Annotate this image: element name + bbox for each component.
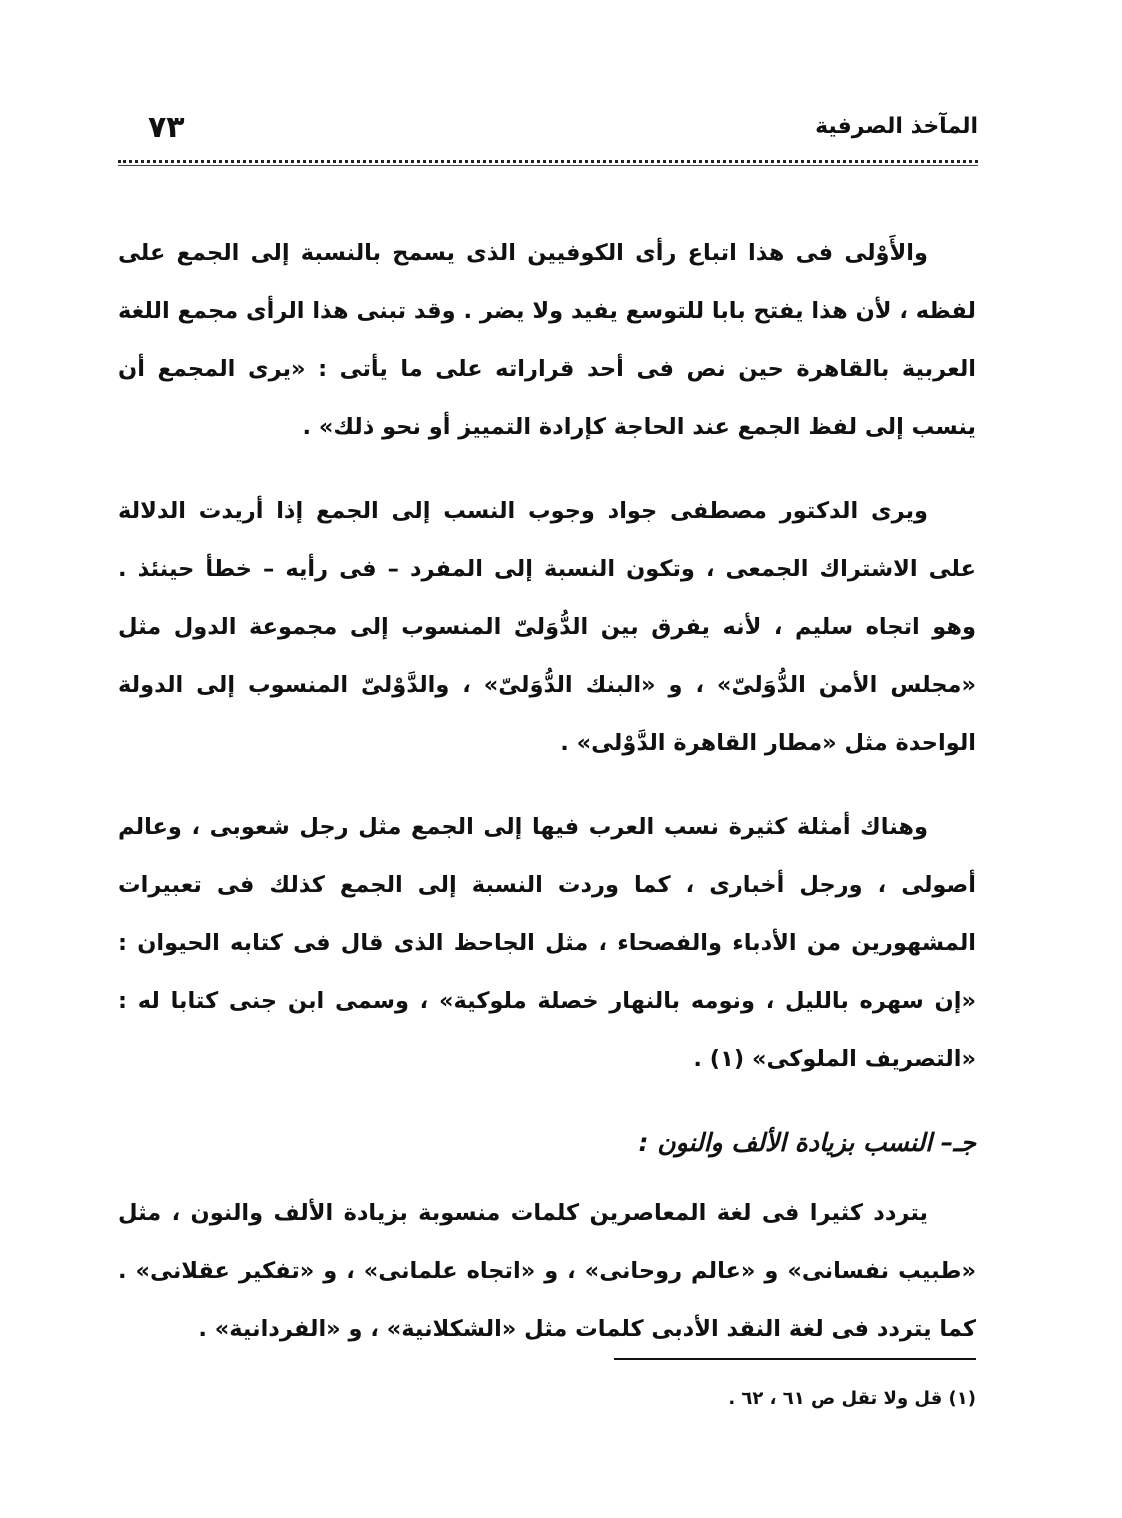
running-header: [118, 100, 978, 150]
section-heading: جـ– النسب بزيادة الألف والنون :: [638, 1128, 976, 1157]
footnote-divider: [614, 1358, 976, 1360]
header-divider-line: [118, 165, 978, 166]
footnote: (١) قل ولا تقل ص ٦١ ، ٦٢ .: [728, 1388, 976, 1409]
running-title: المآخذ الصرفية: [815, 114, 978, 139]
page-number: ٧٣: [148, 110, 185, 145]
header-divider-dotted: [118, 160, 978, 163]
paragraph-1: والأَوْلى فى هذا اتباع رأى الكوفيين الذى يسمح بالنسبة إلى الجمع على لفظه ، لأن هذا يفتح بابا للتوسع يفيد ولا يضر . وقد تبنى هذا الرأى مجمع اللغة العربية بالقاهرة حين نص فى أحد قراراته على ما يأتى : «يرى المجمع أن ينسب إلى لفظ الجمع عند الحاجة كإرادة التمييز أو نحو ذلك» .: [118, 240, 976, 440]
section-paragraph: يتردد كثيرا فى لغة المعاصرين كلمات منسوبة بزيادة الألف والنون ، مثل «طبيب نفسانى» و «عالم روحانى» ، و «اتجاه علمانى» ، و «تفكير عقلانى» . كما يتردد فى لغة النقد الأدبى كلمات مثل «الشكلانية» ، و «الفردانية» .: [118, 1200, 976, 1342]
body-text: [118, 224, 976, 1384]
paragraph-2: ويرى الدكتور مصطفى جواد وجوب النسب إلى الجمع إذا أريدت الدلالة على الاشتراك الجمعى ، وتكون النسبة إلى المفرد – فى رأيه – خطأ حينئذ . وهو اتجاه سليم ، لأنه يفرق بين الدُّوَلىّ المنسوب إلى مجموعة الدول مثل «مجلس الأمن الدُّوَلىّ» ، و «البنك الدُّوَلىّ» ، والدَّوْلىّ المنسوب إلى الدولة الواحدة مثل «مطار القاهرة الدَّوْلى» .: [118, 498, 976, 756]
paragraph-3: وهناك أمثلة كثيرة نسب العرب فيها إلى الجمع مثل رجل شعوبى ، وعالم أصولى ، ورجل أخبارى ، كما وردت النسبة إلى الجمع كذلك فى تعبيرات المشهورين من الأدباء والفصحاء ، مثل الجاحظ الذى قال فى كتابه الحيوان : «إن سهره بالليل ، ونومه بالنهار خصلة ملوكية» ، وسمى ابن جنى كتابا له : «التصريف الملوكى» (١) .: [118, 814, 976, 1072]
